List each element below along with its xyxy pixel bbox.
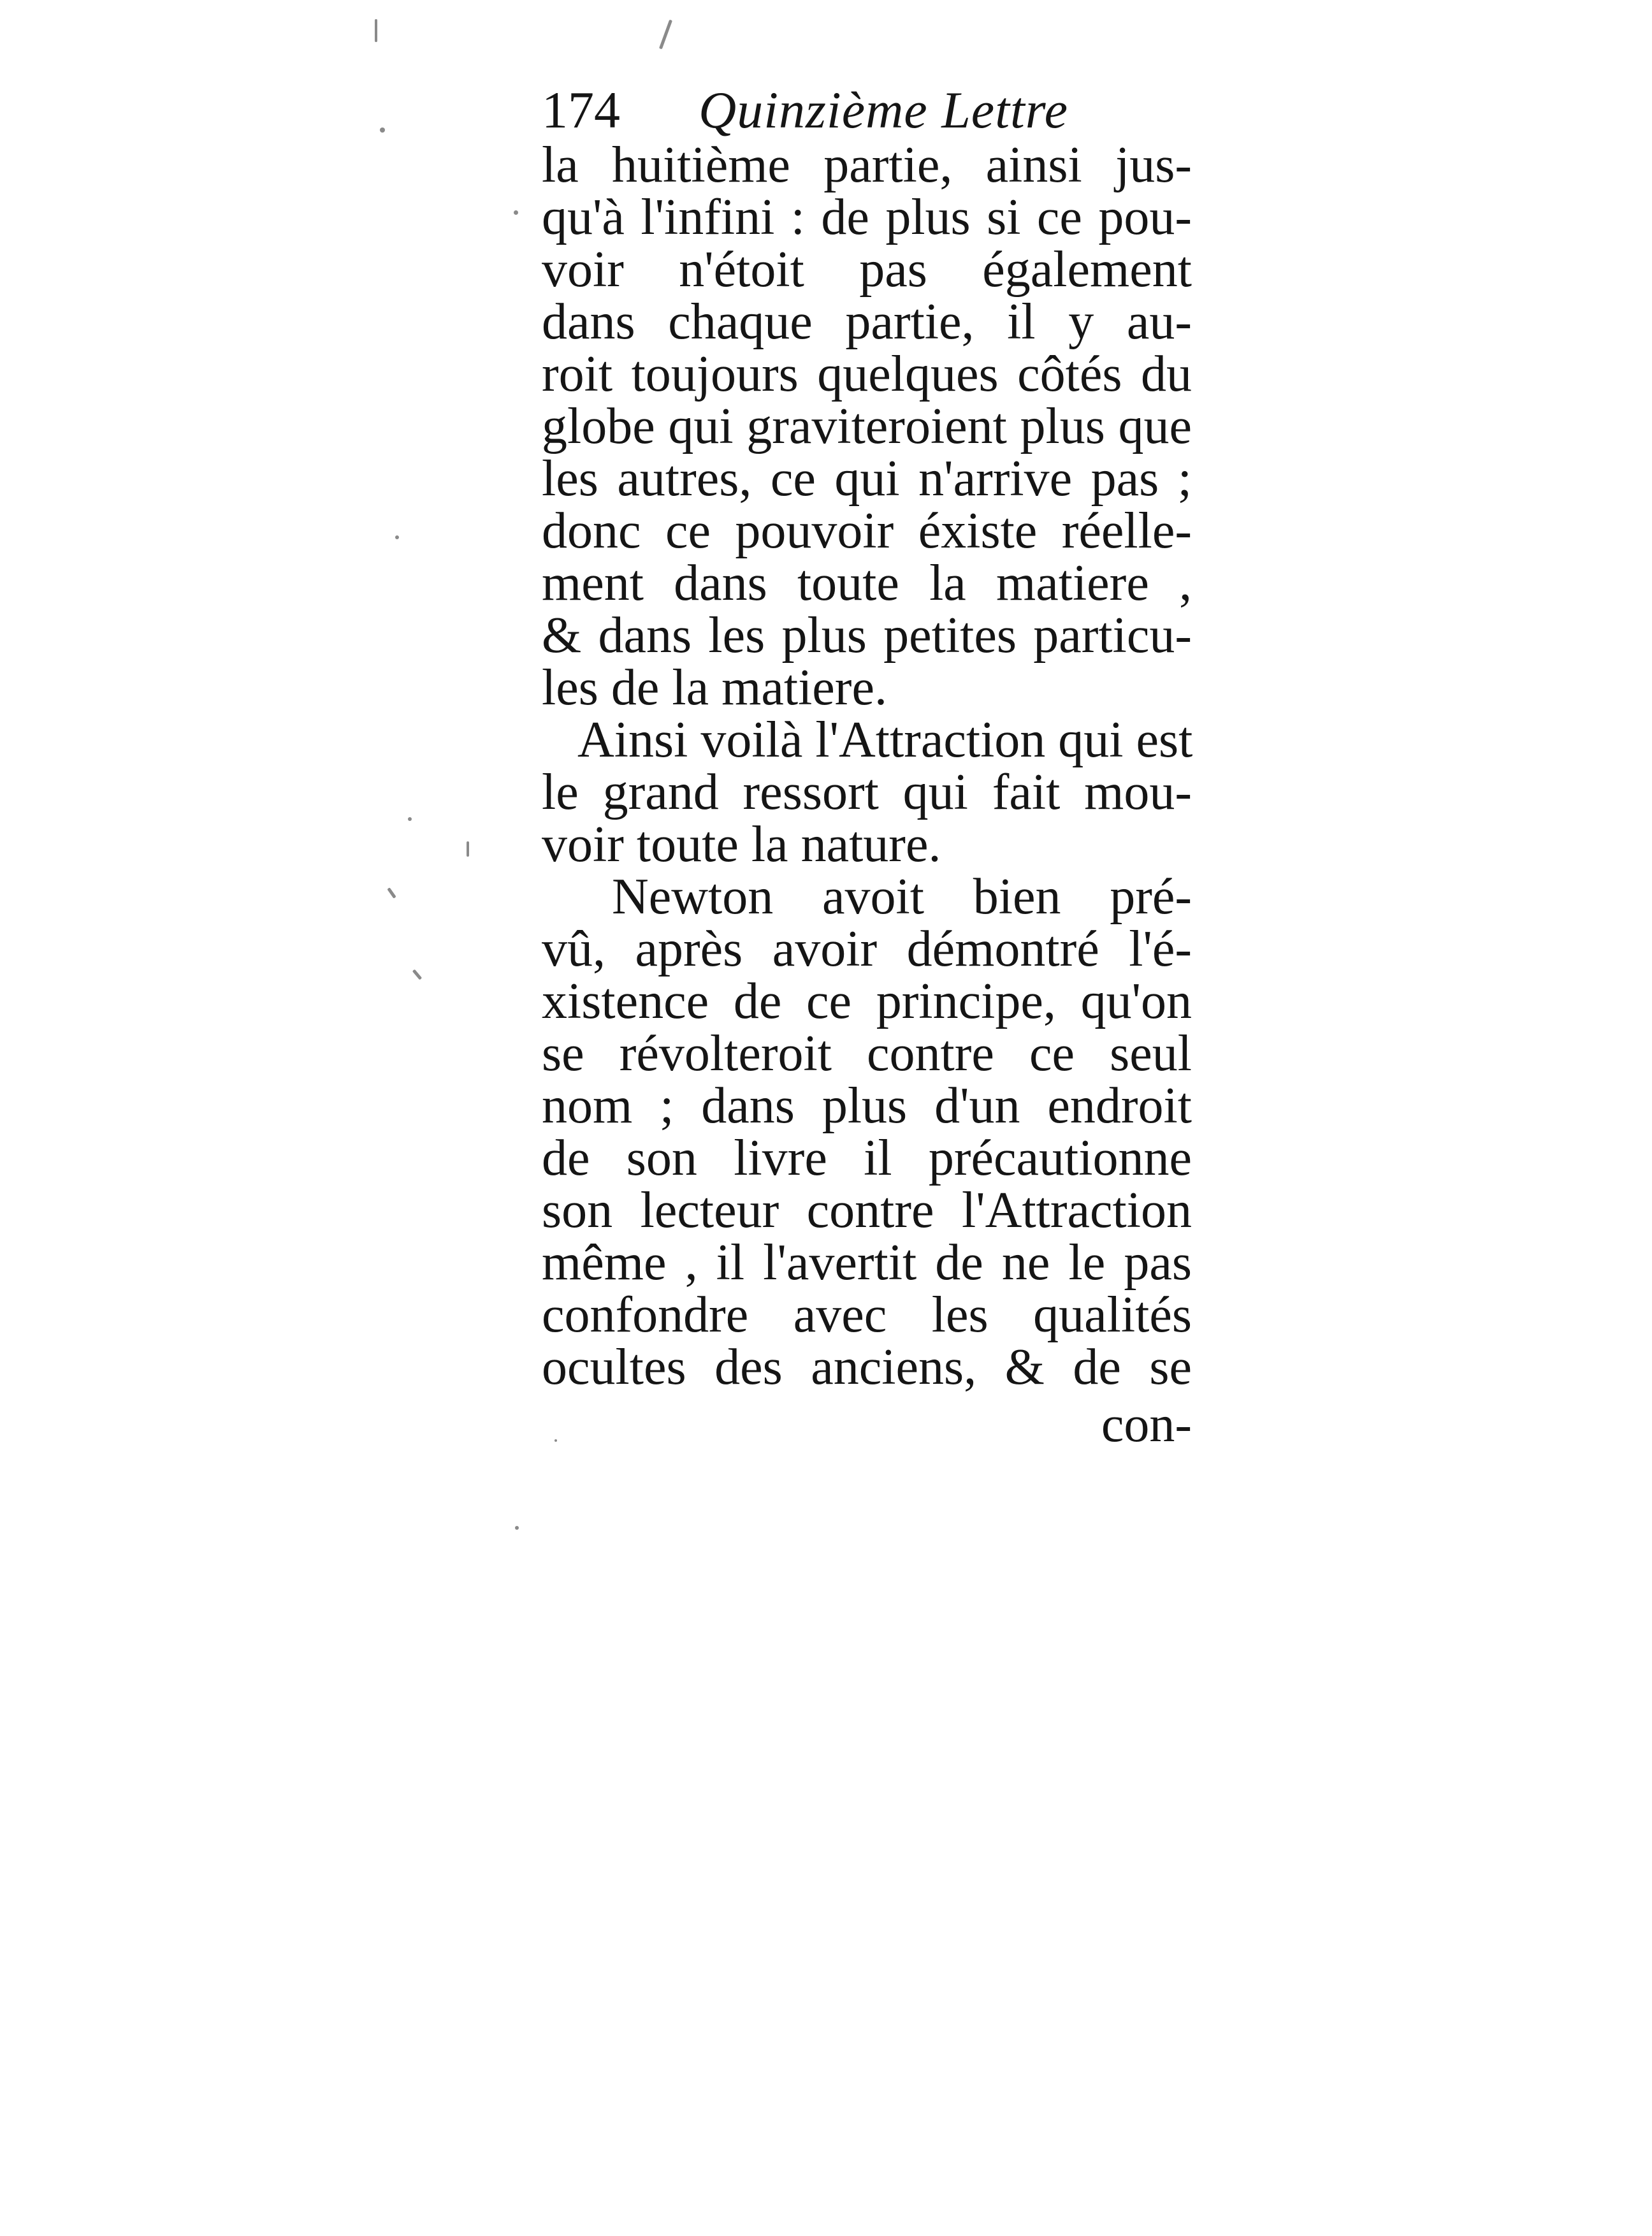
margin-speck: [514, 210, 518, 215]
text-line: ocultes des anciens, & de se: [542, 1339, 1192, 1395]
text-line: qu'à l'infini : de plus si ce pou-: [542, 189, 1192, 245]
text-line: donc ce pouvoir éxiste réelle-: [542, 503, 1192, 559]
text-line: globe qui graviteroient plus que: [542, 398, 1192, 454]
text-line: voir n'étoit pas également: [542, 242, 1192, 298]
paragraph-first-line: Ainsi voilà l'Attraction qui est: [577, 712, 1193, 768]
text-line: les autres, ce qui n'arrive pas ;: [542, 451, 1192, 507]
text-line: dans chaque partie, il y au-: [542, 294, 1192, 350]
margin-speck: [375, 19, 377, 42]
text-line: nom ; dans plus d'un endroit: [542, 1078, 1192, 1134]
margin-speck: [380, 127, 385, 133]
text-line: xistence de ce principe, qu'on: [542, 973, 1192, 1029]
text-line: le grand ressort qui fait mou-: [542, 764, 1192, 820]
text-line: & dans les plus petites particu-: [542, 607, 1192, 664]
text-line: confondre avec les qualités: [542, 1287, 1192, 1343]
running-head-title: Quinzième Lettre: [699, 81, 1069, 139]
text-line: voir toute la nature.: [542, 817, 941, 873]
paragraph-first-line: Newton avoit bien pré-: [612, 869, 1192, 925]
catchword: con-: [1101, 1397, 1192, 1453]
margin-speck: [412, 969, 422, 980]
text-line: de son livre il précautionne: [542, 1130, 1192, 1186]
margin-speck: [408, 817, 412, 821]
margin-speck: [387, 887, 396, 899]
page-number: 174: [542, 81, 620, 139]
text-line: même , il l'avertit de ne le pas: [542, 1235, 1192, 1291]
margin-speck: [395, 535, 399, 539]
margin-speck: [515, 1526, 519, 1530]
text-line: roit toujours quelques côtés du: [542, 346, 1192, 402]
text-line: ment dans toute la matiere ,: [542, 555, 1192, 611]
text-line: la huitième partie, ainsi jus-: [542, 137, 1192, 193]
text-line: vû, après avoir démontré l'é-: [542, 921, 1192, 977]
text-block: [542, 82, 1192, 1451]
text-line: les de la matiere.: [542, 660, 887, 716]
text-line: son lecteur contre l'Attraction: [542, 1182, 1192, 1238]
text-line: se révolteroit contre ce seul: [542, 1026, 1192, 1082]
margin-speck: [659, 20, 672, 50]
margin-speck: [467, 841, 469, 857]
running-head: [542, 82, 1192, 139]
